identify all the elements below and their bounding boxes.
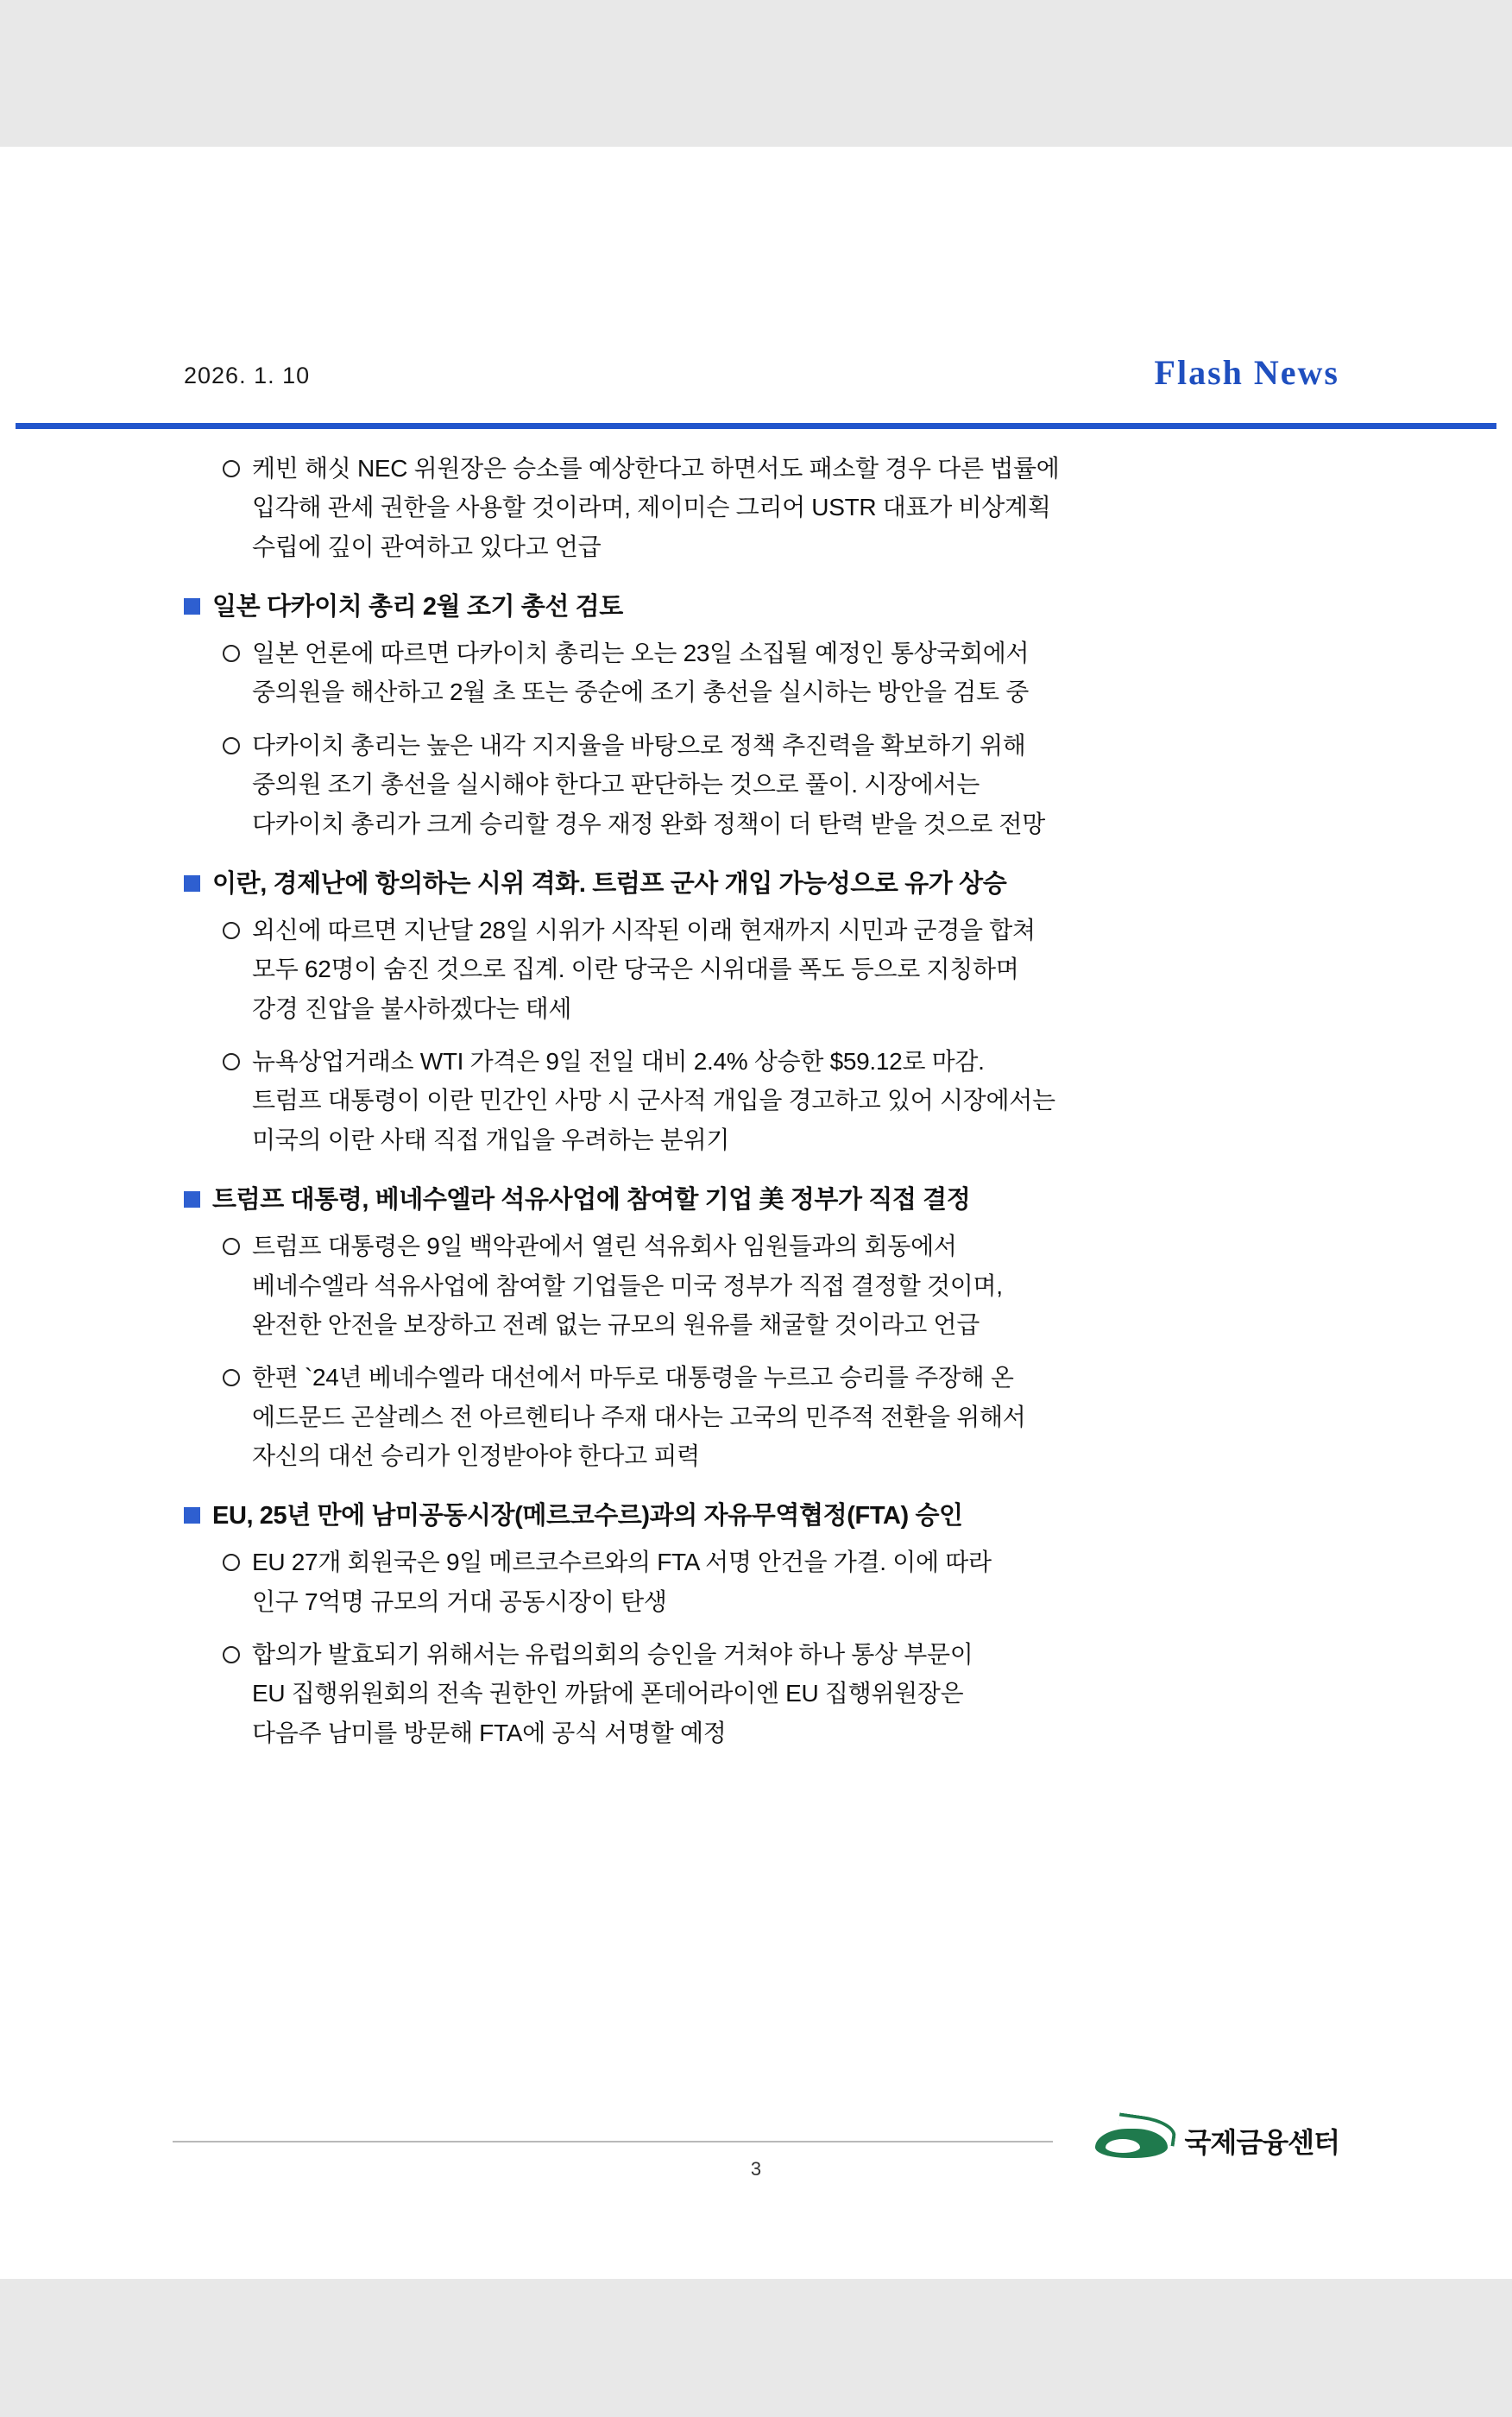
text-line: 베네수엘라 석유사업에 참여할 기업들은 미국 정부가 직접 결정할 것이며, [252, 1272, 1003, 1299]
section-heading-text: 트럼프 대통령, 베네수엘라 석유사업에 참여할 기업 美 정부가 직접 결정 [212, 1186, 971, 1215]
text-line: 뉴욕상업거래소 WTI 가격은 9일 전일 대비 2.4% 상승한 $59.12로 마감. [252, 1048, 985, 1076]
text-line: 케빈 해싯 NEC 위원장은 승소를 예상한다고 하면서도 패소할 경우 다른 법률에 [252, 455, 1060, 482]
list-item-text [252, 1543, 992, 1621]
leaf-logo-icon [1092, 2117, 1175, 2165]
circle-bullet-icon [223, 1554, 240, 1571]
circle-bullet-icon [223, 645, 240, 662]
text-line: 중의원을 해산하고 2월 초 또는 중순에 조기 총선을 실시하는 방안을 검토 중 [252, 678, 1029, 706]
list-item [0, 1543, 1512, 1621]
list-item-text [252, 726, 1045, 843]
square-bullet-icon [184, 875, 200, 892]
text-line: 인구 7억명 규모의 거대 공동시장이 탄생 [252, 1587, 667, 1615]
section-heading [0, 1182, 1512, 1218]
list-item-text [252, 634, 1029, 712]
section-heading [0, 1498, 1512, 1534]
square-bullet-icon [184, 1191, 200, 1208]
text-line: 트럼프 대통령은 9일 백악관에서 열린 석유회사 임원들과의 회동에서 [252, 1233, 957, 1260]
list-item-text [252, 449, 1059, 566]
organization-logo [1092, 2117, 1339, 2165]
square-bullet-icon [184, 1507, 200, 1524]
text-line: EU 27개 회원국은 9일 메르코수르와의 FTA 서명 안건을 가결. 이에 따라 [252, 1549, 992, 1576]
circle-bullet-icon [223, 1646, 240, 1663]
text-line: 외신에 따르면 지난달 28일 시위가 시작된 이래 현재까지 시민과 군경을 합쳐 [252, 916, 1036, 943]
circle-bullet-icon [223, 1053, 240, 1070]
footer-divider [173, 2141, 1053, 2142]
text-line: 합의가 발효되기 위해서는 유럽의회의 승인을 거쳐야 하나 통상 부문이 [252, 1641, 973, 1669]
organization-name: 국제금융센터 [1184, 2127, 1339, 2158]
page-header [0, 147, 1512, 392]
list-item [0, 726, 1512, 843]
text-line: 다카이치 총리가 크게 승리할 경우 재정 완화 정책이 더 탄력 받을 것으로 전망 [252, 810, 1045, 837]
page-number: 3 [750, 2158, 762, 2180]
list-item [0, 911, 1512, 1028]
text-line: 트럼프 대통령이 이란 민간인 사망 시 군사적 개입을 경고하고 있어 시장에서는 [252, 1087, 1055, 1114]
text-line: 수립에 깊이 관여하고 있다고 언급 [252, 533, 602, 560]
page-title: Flash News [1154, 353, 1339, 392]
text-line: 일본 언론에 따르면 다카이치 총리는 오는 23일 소집될 예정인 통상국회에서 [252, 640, 1030, 667]
text-line: 완전한 안전을 보장하고 전례 없는 규모의 원유를 채굴할 것이라고 언급 [252, 1310, 980, 1338]
page-footer [0, 2124, 1512, 2262]
document-body [0, 449, 1512, 1766]
document-page [0, 147, 1512, 2279]
list-item [0, 1227, 1512, 1344]
circle-bullet-icon [223, 737, 240, 754]
text-line: EU 집행위원회의 전속 권한인 까닭에 폰데어라이엔 EU 집행위원장은 [252, 1680, 964, 1707]
list-item [0, 1635, 1512, 1752]
header-divider [16, 423, 1496, 429]
text-line: 중의원 조기 총선을 실시해야 한다고 판단하는 것으로 풀이. 시장에서는 [252, 771, 980, 798]
list-item-text [252, 1042, 1055, 1159]
section-heading-text: EU, 25년 만에 남미공동시장(메르코수르)과의 자유무역협정(FTA) 승인 [212, 1502, 963, 1530]
list-item [0, 634, 1512, 712]
list-item-text [252, 911, 1036, 1028]
square-bullet-icon [184, 598, 200, 615]
section-heading-text: 이란, 경제난에 항의하는 시위 격화. 트럼프 군사 개입 가능성으로 유가 상승 [212, 869, 1007, 898]
list-item [0, 1042, 1512, 1159]
text-line: 자신의 대선 승리가 인정받아야 한다고 피력 [252, 1442, 700, 1469]
text-line: 모두 62명이 숨진 것으로 집계. 이란 당국은 시위대를 폭도 등으로 지칭하며 [252, 956, 1019, 983]
text-line: 에드문드 곤살레스 전 아르헨티나 주재 대사는 고국의 민주적 전환을 위해서 [252, 1403, 1026, 1430]
circle-bullet-icon [223, 460, 240, 477]
text-line: 입각해 관세 권한을 사용할 것이라며, 제이미슨 그리어 USTR 대표가 비상계획 [252, 494, 1051, 521]
circle-bullet-icon [223, 922, 240, 939]
list-item [0, 1358, 1512, 1475]
text-line: 다카이치 총리는 높은 내각 지지율을 바탕으로 정책 추진력을 확보하기 위해 [252, 731, 1026, 759]
section-heading [0, 866, 1512, 902]
section-heading-text: 일본 다카이치 총리 2월 조기 총선 검토 [212, 593, 623, 622]
header-date: 2026. 1. 10 [184, 363, 311, 388]
list-item [0, 449, 1512, 566]
section-heading [0, 589, 1512, 625]
text-line: 미국의 이란 사태 직접 개입을 우려하는 분위기 [252, 1126, 730, 1153]
text-line: 강경 진압을 불사하겠다는 태세 [252, 994, 572, 1022]
circle-bullet-icon [223, 1369, 240, 1386]
list-item-text [252, 1635, 973, 1752]
text-line: 다음주 남미를 방문해 FTA에 공식 서명할 예정 [252, 1719, 727, 1746]
list-item-text [252, 1227, 1003, 1344]
circle-bullet-icon [223, 1238, 240, 1255]
text-line: 한편 `24년 베네수엘라 대선에서 마두로 대통령을 누르고 승리를 주장해 온 [252, 1364, 1014, 1392]
list-item-text [252, 1358, 1026, 1475]
